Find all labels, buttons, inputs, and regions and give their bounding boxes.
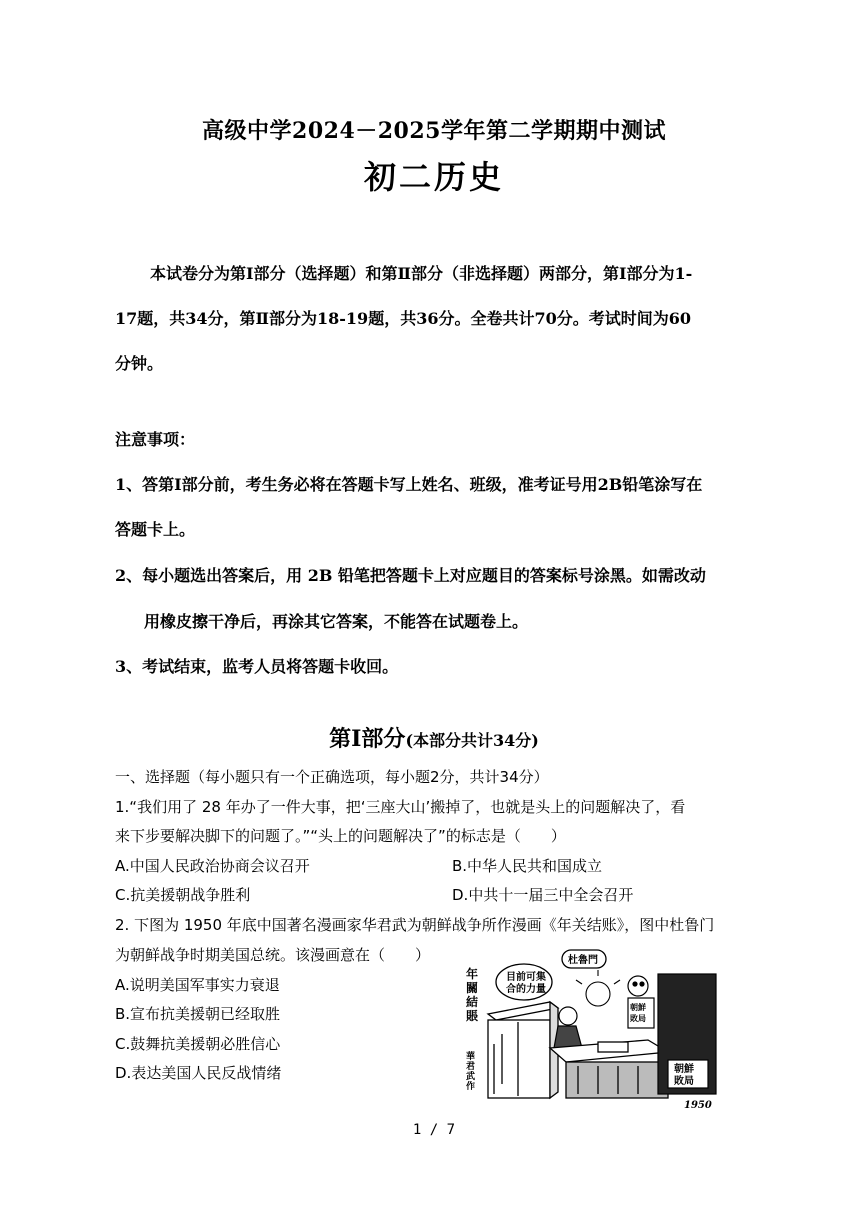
cartoon-title-char: 年 [466,967,479,981]
cartoon-year: 1950 [684,1100,712,1111]
intro-line-3: 分钟。 [115,354,164,373]
intro-line-2: 17题，共34分，第Ⅱ部分为18-19题，共36分。全卷共计70分。考试时间为60 [115,309,691,328]
section-instruction: 一、选择题（每小题只有一个正确选项，每小题2分，共计34分） [115,768,549,786]
q2-option-a: A.说明美国军事实力衰退 [115,976,280,994]
subject-title: 初二历史 [363,158,504,196]
note-2-line-2: 用橡皮擦干净后，再涂其它答案，不能答在试题卷上。 [144,612,529,631]
signature-char: 華 [466,1052,476,1062]
cartoon-signature [466,1050,475,1092]
cartoon-title-char: 結 [466,995,479,1009]
q2-option-d: D.表达美国人民反战情绪 [115,1064,282,1082]
q2-stem-line-2: 为朝鲜战争时期美国总统。该漫画意在（ ） [115,946,431,964]
q1-option-d: D.中共十一届三中全会召开 [452,886,634,904]
defeat-tag [668,1060,708,1088]
notes-heading: 注意事项： [115,430,196,449]
note-1-line-1: 1、答第Ⅰ部分前，考生务必将在答题卡写上姓名、班级，准考证号用2B铅笔涂写在 [115,475,703,494]
q1-option-b: B.中华人民共和国成立 [452,857,603,875]
q2-option-c: C.鼓舞抗美援朝必胜信心 [115,1035,281,1053]
signature-char: 作 [466,1082,476,1092]
cartoon-title-char: 賬 [466,1009,479,1023]
section-title [0,722,868,753]
desk-drawing [550,1040,668,1098]
lamp-drawing [576,970,620,1006]
q1-option-a: A.中国人民政治协商会议召开 [115,857,310,875]
signature-char: 君 [466,1062,476,1072]
cartoon-title-char: 關 [466,981,479,995]
q1-option-c: C.抗美援朝战争胜利 [115,886,251,904]
note-3: 3、考试结束，监考人员将答题卡收回。 [115,657,399,676]
page-number: 1 / 7 [412,1122,456,1138]
cabinet-drawing [488,1002,558,1098]
section-title-main: 第Ⅰ部分 [329,726,406,752]
bubble-text-1: 目前可集 [506,972,546,983]
section-subtitle: (本部分共计34分) [405,731,539,750]
defeat-tag-text-2: 敗局 [674,1076,694,1087]
cartoon-title [466,966,478,1023]
q1-stem-line-1: 1.“我们用了 28 年办了一件大事，把‘三座大山’搬掉了，也就是头上的问题解决了，看 [115,798,686,816]
speech-bubble [496,964,552,1000]
defeat-book [630,1002,646,1023]
q2-option-b: B.宣布抗美援朝已经取胜 [115,1005,281,1023]
exam-title: 高级中学2024－2025学年第二学期期中测试 [202,118,666,144]
name-tag [562,950,606,968]
defeat-tag-text-1: 朝鮮 [674,1064,694,1075]
bubble-text-2: 合的力量 [506,984,546,995]
cartoon-illustration [458,944,758,1112]
name-tag-text: 杜魯門 [568,955,598,966]
q1-stem-line-2: 来下步要解决脚下的问题了。”“头上的问题解决了”的标志是（ ） [115,827,566,845]
note-2-line-1: 2、每小题选出答案后，用 2B 铅笔把答题卡上对应题目的答案标号涂黑。如需改动 [115,566,706,585]
note-1-line-2: 答题卡上。 [115,520,196,539]
q2-stem-line-1: 2. 下图为 1950 年底中国著名漫画家华君武为朝鲜战争所作漫画《年关结账》，图中杜鲁门 [115,916,715,934]
book-text-2: 敗局 [630,1013,646,1023]
book-text-1: 朝鮮 [630,1002,646,1012]
signature-char: 武 [466,1072,476,1082]
intro-line-1: 本试卷分为第Ⅰ部分（选择题）和第Ⅱ部分（非选择题）两部分，第Ⅰ部分为1- [150,264,693,283]
